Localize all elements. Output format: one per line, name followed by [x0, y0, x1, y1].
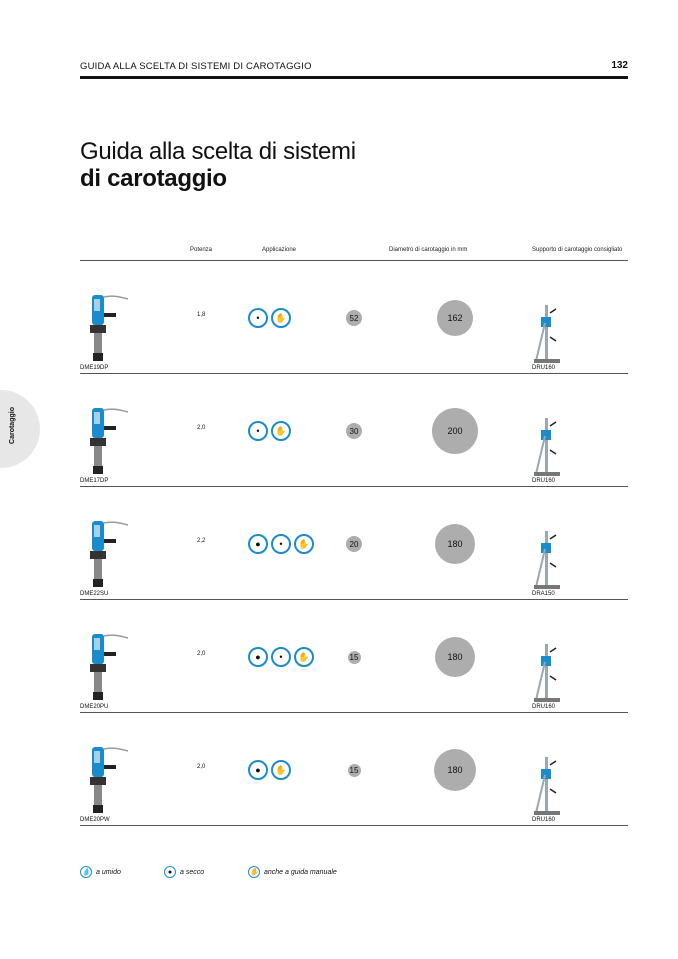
legend-wet-label: a umido — [96, 868, 121, 876]
application-icons — [248, 308, 291, 328]
wet-drop-icon: ● — [248, 647, 268, 667]
application-icons — [248, 421, 291, 441]
min-diameter-circle: 20 — [346, 536, 362, 552]
table-row — [80, 374, 628, 487]
hand-icon: ✋ — [248, 866, 260, 878]
table-row — [80, 261, 628, 374]
table-row — [80, 487, 628, 600]
power-value: 2,0 — [197, 764, 206, 770]
stand-image — [532, 416, 562, 485]
model-name: DME20PU — [80, 704, 109, 710]
max-diameter-circle: 180 — [434, 749, 476, 791]
min-diameter-circle: 30 — [346, 423, 362, 439]
side-tab[interactable] — [0, 390, 40, 468]
hand-icon: ✋ — [271, 421, 291, 441]
hand-icon: ✋ — [271, 308, 291, 328]
support-name: DRU160 — [532, 704, 556, 710]
table-row — [80, 600, 628, 713]
legend-hand — [248, 866, 337, 878]
wet-drop-icon: ● — [248, 534, 268, 554]
application-icons — [248, 647, 314, 667]
header-title: GUIDA ALLA SCELTA DI SISTEMI DI CAROTAGGIO — [80, 61, 312, 72]
model-name: DME17DP — [80, 478, 109, 484]
wet-drop-icon: 💧 — [80, 866, 92, 878]
legend-wet — [80, 866, 121, 878]
drill-image — [80, 630, 130, 707]
legend-dry — [164, 866, 204, 878]
application-icons — [248, 760, 291, 780]
stand-image — [532, 755, 562, 824]
dry-drop-icon: • — [248, 421, 268, 441]
dry-drop-icon: • — [271, 534, 291, 554]
page-title-line2: di carotaggio — [80, 165, 227, 192]
power-value: 1,8 — [197, 312, 206, 318]
application-icons — [248, 534, 314, 554]
page-number: 132 — [611, 60, 628, 71]
dry-drop-icon: • — [271, 647, 291, 667]
support-name: DRU160 — [532, 478, 556, 484]
min-diameter-circle: 15 — [348, 764, 361, 777]
table-row — [80, 713, 628, 826]
drill-image — [80, 517, 130, 594]
min-diameter-circle: 15 — [348, 651, 361, 664]
column-header-potenza: Potenza — [190, 247, 213, 253]
column-header-applicazione: Applicazione — [262, 247, 297, 253]
model-name: DME19DP — [80, 365, 109, 371]
legend-dry-label: a secco — [180, 868, 205, 876]
page-title-line1: Guida alla scelta di sistemi — [80, 138, 356, 165]
drill-image — [80, 743, 130, 820]
support-name: DRU160 — [532, 365, 556, 371]
row-rule — [80, 825, 628, 826]
power-value: 2,0 — [197, 651, 206, 657]
max-diameter-circle: 162 — [437, 300, 473, 336]
power-value: 2,0 — [197, 425, 206, 431]
hand-icon: ✋ — [294, 534, 314, 554]
model-name: DME20PW — [80, 817, 110, 823]
power-value: 2,2 — [197, 538, 206, 544]
max-diameter-circle: 180 — [435, 637, 475, 677]
column-header-diametro: Diametro di carotaggio in mm — [389, 247, 468, 253]
support-name: DRA150 — [532, 591, 555, 597]
hand-icon: ✋ — [294, 647, 314, 667]
support-name: DRU160 — [532, 817, 556, 823]
hand-icon: ✋ — [271, 760, 291, 780]
column-header-supporto: Supporto di carotaggio consigliato — [532, 247, 623, 253]
legend-hand-label: anche a guida manuale — [264, 868, 337, 876]
header-rule — [80, 76, 628, 79]
stand-image — [532, 642, 562, 711]
dry-drop-icon: ● — [164, 866, 176, 878]
wet-drop-icon: ● — [248, 760, 268, 780]
stand-image — [532, 303, 562, 372]
max-diameter-circle: 180 — [435, 524, 475, 564]
dry-drop-icon: • — [248, 308, 268, 328]
stand-image — [532, 529, 562, 598]
min-diameter-circle: 52 — [346, 310, 362, 326]
side-tab-label: Carotaggio — [8, 407, 16, 444]
model-name: DME22SU — [80, 591, 109, 597]
max-diameter-circle: 200 — [432, 408, 478, 454]
drill-image — [80, 291, 130, 368]
drill-image — [80, 404, 130, 481]
